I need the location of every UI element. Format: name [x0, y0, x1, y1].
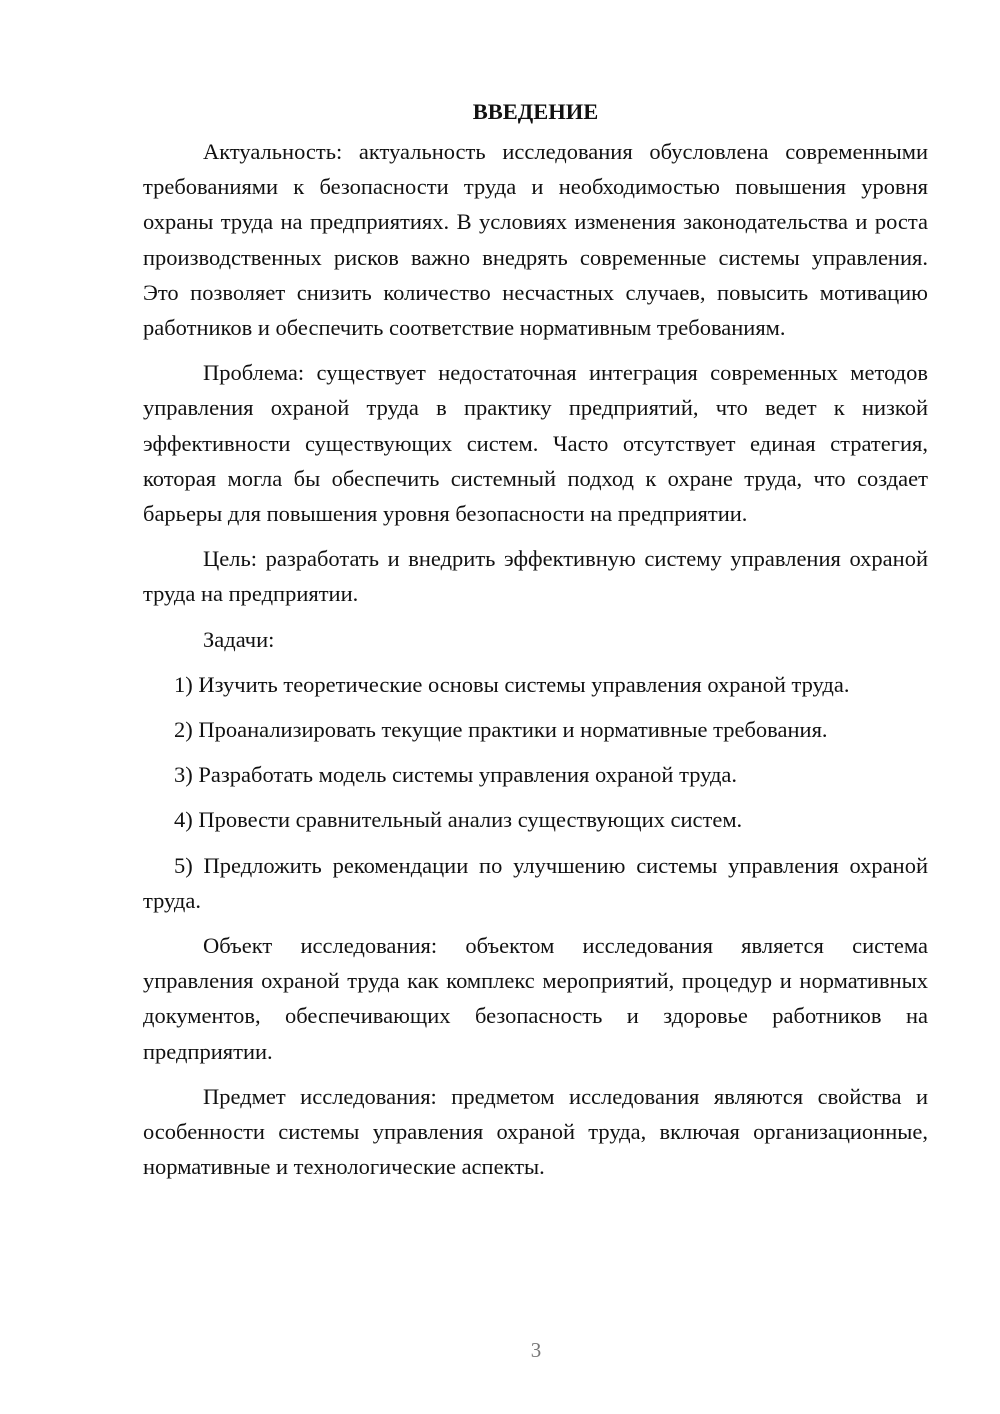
- page-number: 3: [530, 1338, 542, 1362]
- document-body: [143, 94, 928, 1194]
- tasks-list: [143, 667, 928, 918]
- tasks-heading: Задачи:: [203, 626, 275, 652]
- relevance-paragraph: Актуальность: актуальность исследования обусловлена современными требованиями к безопасности труда и необходимостью повышения уровня охраны труда на предприятиях. В условиях изменения законодательства и роста производственных рисков важно внедрять современные системы управления. Это позволяет снизить количество несчастных случаев, повысить мотивацию работников и обеспечить соответствие нормативным требованиям.: [143, 139, 928, 341]
- task-item-5: 5) Предложить рекомендации по улучшению системы управления охраной труда.: [143, 852, 928, 913]
- object-paragraph: Объект исследования: объектом исследования является система управления охраной труда как комплекс мероприятий, процедур и нормативных документов, обеспечивающих безопасность и здоровье работников на предприятии.: [143, 933, 928, 1064]
- task-item-3: 3) Разработать модель системы управления охраной труда.: [174, 762, 738, 788]
- task-item-4: 4) Провести сравнительный анализ существующих систем.: [174, 807, 743, 833]
- subject-paragraph: Предмет исследования: предметом исследования являются свойства и особенности системы управления охраной труда, включая организационные, нормативные и технологические аспекты.: [143, 1083, 928, 1180]
- page-title: ВВЕДЕНИЕ: [472, 99, 599, 124]
- task-item-1: 1) Изучить теоретические основы системы управления охраной труда.: [174, 671, 850, 697]
- goal-paragraph: Цель: разработать и внедрить эффективную систему управления охраной труда на предприятии.: [143, 546, 928, 607]
- problem-paragraph: Проблема: существует недостаточная интеграция современных методов управления охраной труда в практику предприятий, что ведет к низкой эффективности существующих систем. Часто отсутствует единая стратегия, которая могла бы обеспечить системный подход к охране труда, что создает барьеры для повышения уровня безопасности на предприятии.: [143, 360, 928, 527]
- task-item-2: 2) Проанализировать текущие практики и нормативные требования.: [174, 717, 828, 743]
